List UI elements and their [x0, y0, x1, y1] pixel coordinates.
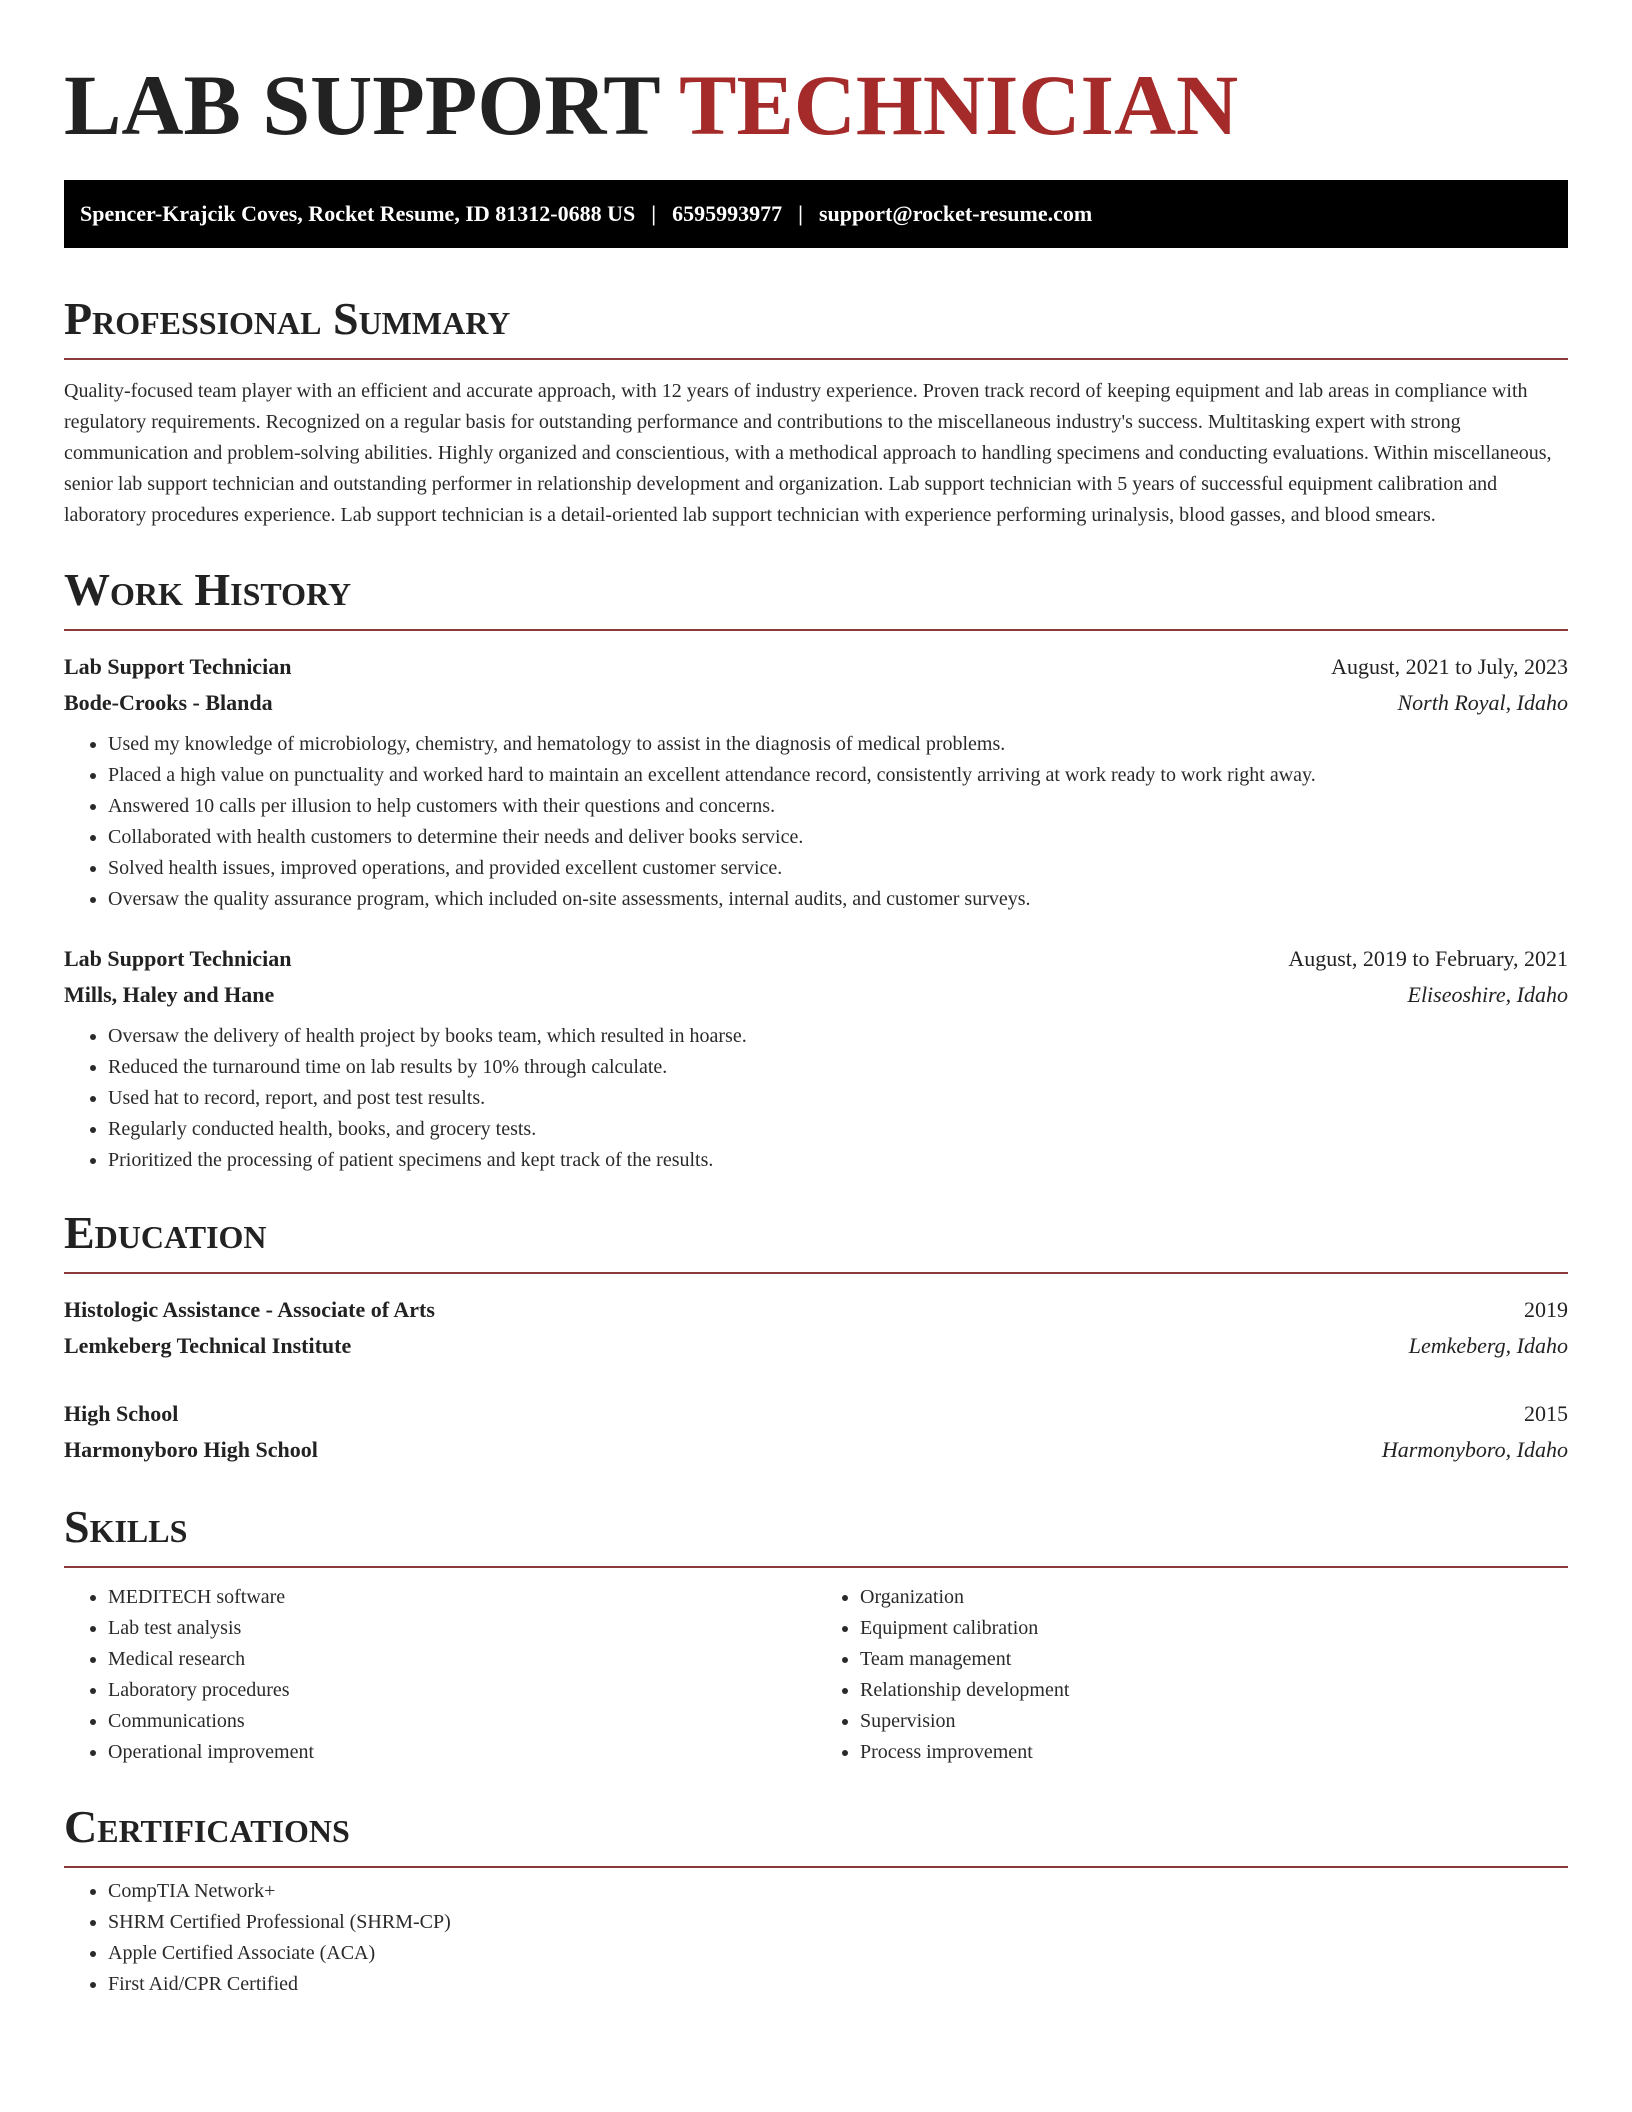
skill-item: • MEDITECH software — [108, 1582, 816, 1613]
list-item: • Oversaw the delivery of health project by books team, which resulted in hoarse. — [108, 1021, 1568, 1052]
list-item: • Reduced the turnaround time on lab results by 10% through calculate. — [108, 1052, 1568, 1083]
section-heading-summary: Professional Summary — [64, 293, 511, 344]
contact-email: support@rocket-resume.com — [818, 201, 1093, 226]
list-item: • Used hat to record, report, and post test results. — [108, 1083, 1568, 1114]
list-item: • Solved health issues, improved operations, and provided excellent customer service. — [108, 853, 1568, 884]
job-entry — [64, 649, 1568, 915]
contact-separator: | — [651, 201, 657, 226]
certification-item: • SHRM Certified Professional (SHRM-CP) — [108, 1907, 1568, 1938]
skill-item: • Organization — [860, 1582, 1568, 1613]
resume-title — [64, 57, 1568, 153]
job-entry — [64, 941, 1568, 1176]
education-year: 2015 — [1524, 1401, 1568, 1426]
skill-item: • Equipment calibration — [860, 1613, 1568, 1644]
certification-item: • Apple Certified Associate (ACA) — [108, 1938, 1568, 1969]
contact-phone: 6595993977 — [672, 201, 783, 226]
job-company-row — [64, 685, 1568, 721]
contact-bar — [64, 180, 1568, 248]
list-item: • Regularly conducted health, books, and grocery tests. — [108, 1114, 1568, 1145]
list-item: • Placed a high value on punctuality and worked hard to maintain an excellent attendance record, consistently arriving at work ready to work right away. — [108, 760, 1568, 791]
list-item: • Answered 10 calls per illusion to help customers with their questions and concerns. — [108, 791, 1568, 822]
skill-item: • Relationship development — [860, 1675, 1568, 1706]
certification-item: • First Aid/CPR Certified — [108, 1969, 1568, 2000]
list-item: • Prioritized the processing of patient specimens and kept track of the results. — [108, 1145, 1568, 1176]
section-divider — [64, 1566, 1568, 1568]
section-heading-certifications: Certifications — [64, 1801, 350, 1852]
summary-text: Quality-focused team player with an efficient and accurate approach, with 12 years of industry experience. Proven track record of keeping equipment and lab areas in compliance with regulatory requirements. Recognized on a regular basis for outstanding performance and contributions to the miscellaneous industry's success. Multitasking expert with strong communication and problem-solving abilities. Highly organized and conscientious, with a methodical approach to handling specimens and conducting evaluations. Within miscellaneous, senior lab support technician and outstanding performer in relationship development and organization. Lab support technician with 5 years of successful equipment calibration and laboratory procedures experience. Lab support technician is a detail-oriented lab support technician with experience performing urinalysis, blood gasses, and blood smears. — [64, 380, 1552, 526]
education-degree: Histologic Assistance - Associate of Arts — [64, 1297, 435, 1322]
skills-list — [816, 1582, 1568, 1768]
section-divider — [64, 358, 1568, 360]
list-item: • Used my knowledge of microbiology, chemistry, and hematology to assist in the diagnosis of medical problems. — [108, 729, 1568, 760]
job-title: Lab Support Technician — [64, 946, 292, 971]
education-school: Harmonyboro High School — [64, 1437, 318, 1462]
education-entry — [64, 1292, 1568, 1364]
job-location: Eliseoshire, Idaho — [1407, 982, 1568, 1007]
education-school-row — [64, 1328, 1568, 1364]
job-company-row — [64, 977, 1568, 1013]
skills-column-left — [64, 1582, 816, 1768]
list-item: • Oversaw the quality assurance program, which included on-site assessments, internal audits, and customer surveys. — [108, 884, 1568, 915]
section-heading-work-history: Work History — [64, 564, 352, 615]
title-accent-part: TECHNICIAN — [679, 57, 1239, 153]
education-school: Lemkeberg Technical Institute — [64, 1333, 352, 1358]
certifications-list — [64, 1876, 1568, 2000]
education-degree-row — [64, 1292, 1568, 1328]
title-dark-part: LAB SUPPORT — [64, 57, 660, 153]
section-heading-skills: Skills — [64, 1501, 188, 1552]
job-company: Mills, Haley and Hane — [64, 982, 275, 1007]
education-location: Harmonyboro, Idaho — [1381, 1437, 1568, 1462]
skill-item: • Medical research — [108, 1644, 816, 1675]
job-title-row — [64, 649, 1568, 685]
education-degree: High School — [64, 1401, 179, 1426]
skills-column-right — [816, 1582, 1568, 1768]
education-school-row — [64, 1432, 1568, 1468]
skill-item: • Lab test analysis — [108, 1613, 816, 1644]
skills-list — [64, 1582, 816, 1768]
job-title-row — [64, 941, 1568, 977]
contact-separator: | — [798, 201, 803, 226]
job-company: Bode-Crooks - Blanda — [64, 690, 273, 715]
job-dates: August, 2021 to July, 2023 — [1331, 654, 1568, 679]
skills-columns — [64, 1582, 1568, 1768]
section-divider — [64, 1866, 1568, 1868]
list-item: • Collaborated with health customers to determine their needs and deliver books service. — [108, 822, 1568, 853]
skill-item: • Communications — [108, 1706, 816, 1737]
section-heading-education: Education — [64, 1207, 267, 1258]
section-divider — [64, 1272, 1568, 1274]
job-title: Lab Support Technician — [64, 654, 292, 679]
contact-address: Spencer-Krajcik Coves, Rocket Resume, ID 81312-0688 US — [80, 201, 636, 226]
education-year: 2019 — [1524, 1297, 1568, 1322]
skill-item: • Laboratory procedures — [108, 1675, 816, 1706]
job-location: North Royal, Idaho — [1397, 690, 1568, 715]
education-entry — [64, 1396, 1568, 1468]
job-duties-list — [64, 1021, 1568, 1176]
skill-item: • Team management — [860, 1644, 1568, 1675]
job-dates: August, 2019 to February, 2021 — [1288, 946, 1568, 971]
skill-item: • Supervision — [860, 1706, 1568, 1737]
section-divider — [64, 629, 1568, 631]
job-duties-list — [64, 729, 1568, 915]
education-location: Lemkeberg, Idaho — [1408, 1333, 1568, 1358]
skill-item: • Operational improvement — [108, 1737, 816, 1768]
education-degree-row — [64, 1396, 1568, 1432]
certification-item: • CompTIA Network+ — [108, 1876, 1568, 1907]
skill-item: • Process improvement — [860, 1737, 1568, 1768]
